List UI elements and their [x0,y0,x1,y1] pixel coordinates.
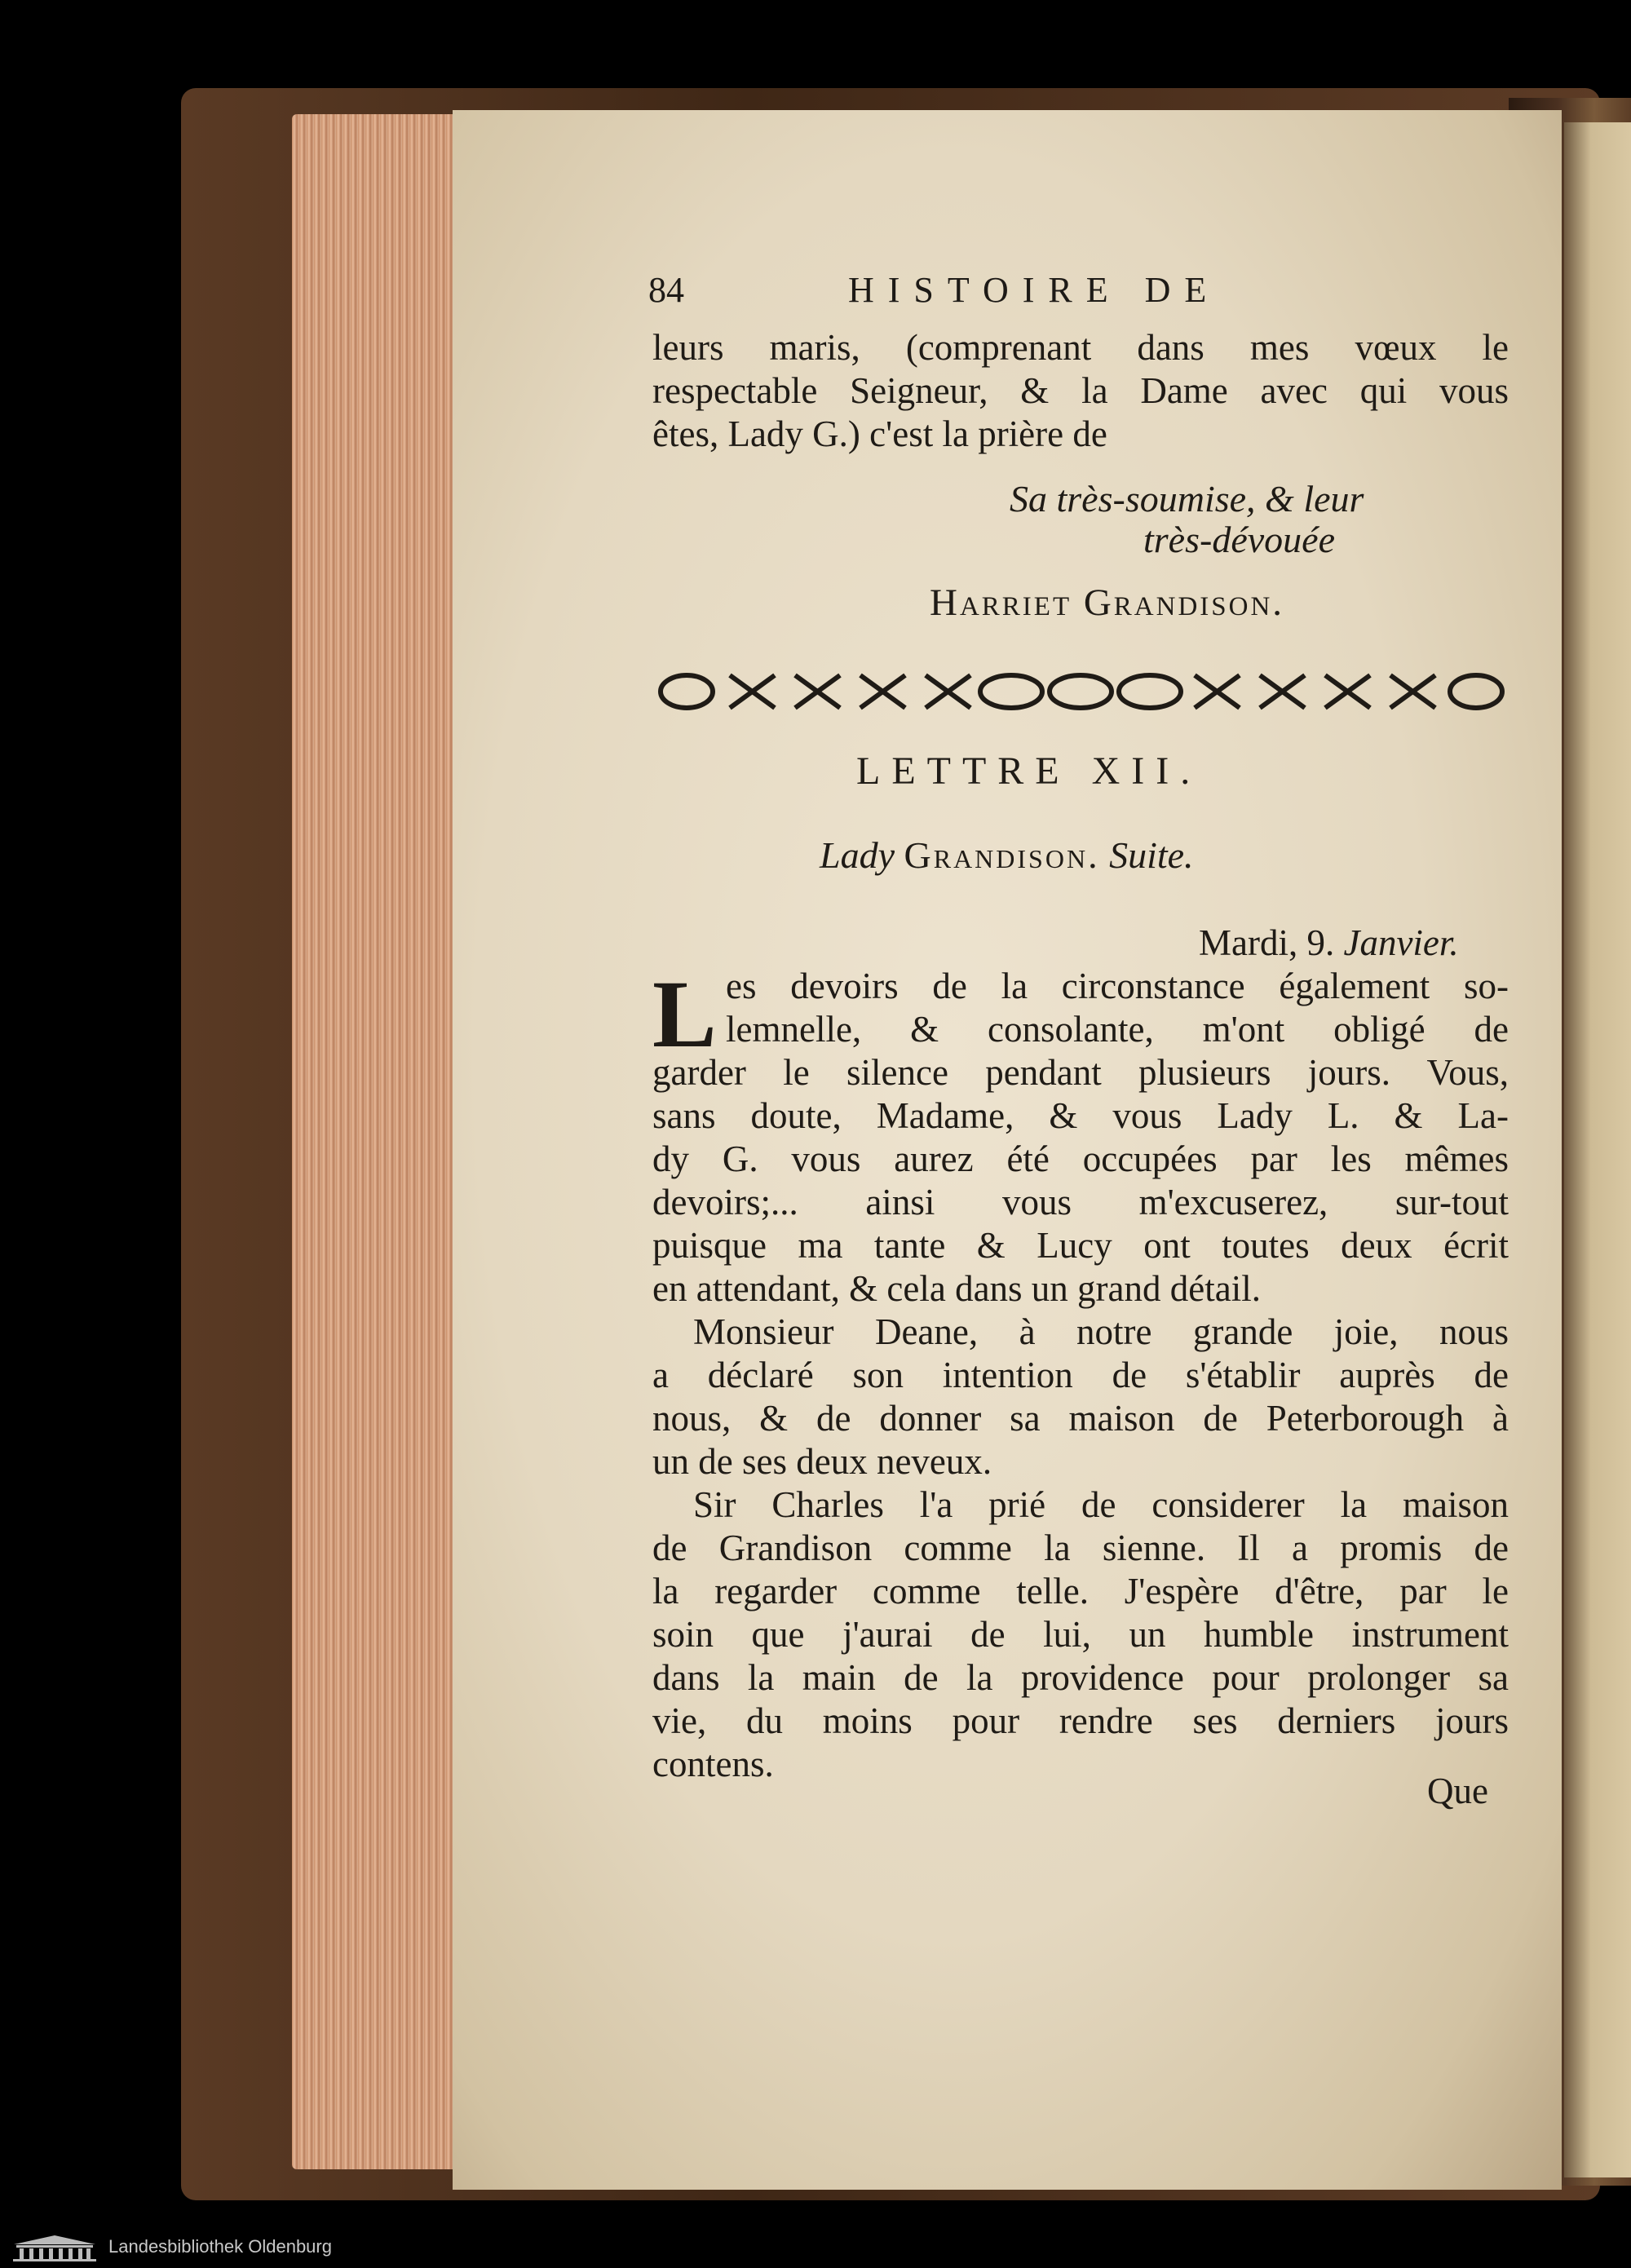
body-line-4: sans doute, Madame, & vous Lady L. & La- [652,1095,1509,1136]
body-line-18: vie, du moins pour rendre ses derniers jours [652,1700,1509,1741]
subtitle-lady: Lady [820,834,895,876]
body-line-2: lemnelle, & consolante, m'ont obligé de [726,1009,1509,1050]
body-line-7: puisque ma tante & Lucy ont toutes deux écrit [652,1225,1509,1266]
body-line-9: Monsieur Deane, à notre grande joie, nous [693,1311,1509,1352]
signature-name: Harriet Grandison. [930,581,1285,624]
body-line-16: soin que j'aurai de lui, un humble instrument [652,1614,1509,1655]
running-title: HISTOIRE DE [848,270,1221,310]
text-line [726,965,1509,1007]
facing-page-edge [1564,122,1631,2177]
text-line [652,369,1509,412]
text-line [652,1700,1509,1742]
date-day: Mardi, 9. [1199,922,1335,963]
library-name: Landesbibliothek Oldenburg [108,2236,332,2257]
body-line-14: de Grandison comme la sienne. Il a promis de [652,1527,1509,1568]
text-line [652,1570,1509,1612]
text-line [652,1181,1509,1223]
body-line-10: a déclaré son intention de s'établir auprès de [652,1355,1509,1395]
body-line-8: en attendant, & cela dans un grand détail. [652,1268,1261,1309]
body-line-3: garder le silence pendant plusieurs jours. Vous, [652,1052,1509,1093]
body-line-15: la regarder comme telle. J'espère d'être, par le [652,1571,1509,1611]
text-line [652,1613,1509,1656]
signature-closing-2: très-dévouée [1143,519,1335,560]
text-line [652,1051,1509,1094]
subtitle-suite: Suite. [1109,834,1194,876]
continuation-line-3: êtes, Lady G.) c'est la prière de [652,413,1107,454]
text-line [726,1008,1509,1050]
text-line [652,1397,1509,1439]
text-line [693,1483,1509,1526]
running-header [648,269,1221,311]
body-line-1: es devoirs de la circonstance également so- [726,966,1509,1006]
text-line [652,1138,1509,1180]
letter-subtitle [820,833,1194,877]
date-line [1199,922,1459,964]
text-line [693,1311,1509,1353]
body-line-6: devoirs;... ainsi vous m'excuserez, sur-tout [652,1182,1509,1222]
text-line [652,1354,1509,1396]
page-number: 84 [648,270,684,310]
continuation-line-1: leurs maris, (comprenant dans mes vœux le [652,327,1509,368]
continuation-line-2: respectable Seigneur, & la Dame avec qui vous [652,370,1509,411]
text-line [652,1527,1509,1569]
body-line-11: nous, & de donner sa maison de Peterborough à [652,1398,1509,1439]
library-building-icon [10,2233,99,2262]
body-line-12: un de ses deux neveux. [652,1441,992,1482]
page-block-edges [292,114,463,2169]
body-line-5: dy G. vous aurez été occupées par les mêmes [652,1138,1509,1179]
letter-title: LETTRE XII. [856,749,1202,793]
catchword: Que [1427,1771,1488,1811]
date-month: Janvier. [1343,922,1459,963]
footer-bar [0,2226,1631,2268]
body-line-13: Sir Charles l'a prié de considerer la maison [693,1484,1509,1525]
body-line-19: contens. [652,1744,774,1784]
body-line-17: dans la main de la providence pour prolonger sa [652,1657,1509,1698]
drop-cap: L [652,961,717,1068]
text-line [652,1656,1509,1699]
ornament-band [652,667,1509,716]
subtitle-name: Grandison. [904,834,1100,876]
text-line [652,1094,1509,1137]
signature-closing-1: Sa très-soumise, & leur [1010,478,1364,519]
text-line [652,326,1509,369]
text-line [652,1224,1509,1267]
